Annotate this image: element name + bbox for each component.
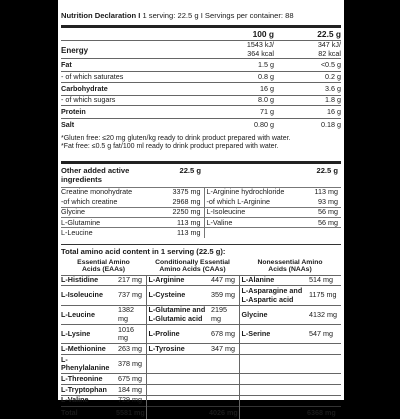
eaa-amount: 217 mg (116, 275, 146, 286)
naa-amount: 1175 mg (307, 286, 341, 305)
nutrient-label: - of which saturates (61, 71, 124, 81)
nutrient-100g: 8.0 g (258, 95, 274, 105)
energy-row (61, 41, 341, 58)
nutrition-header-row (61, 28, 341, 41)
naa-header: Nonessential Amino Acids (NAAs) (257, 258, 323, 274)
nutrient-serving: 16 g (327, 107, 341, 117)
active-row (61, 207, 341, 217)
ingredient-amount: 56 mg (318, 217, 338, 227)
eaa-amount: 263 mg (116, 343, 146, 354)
ingredient-name: -of which L-Arginine (204, 197, 299, 207)
caa-amount: 2195 mg (209, 305, 239, 324)
nutrient-row (61, 119, 341, 132)
ingredient-name: L-Valine (204, 217, 299, 227)
title-rest: 1 serving: 22.5 g I Servings per container: 88 (140, 11, 294, 20)
active-header: Other added active ingredients (61, 166, 130, 184)
ingredient-name: L-Glutamine (61, 217, 101, 227)
naa-amount (307, 395, 341, 406)
nutrient-100g: 71 g (260, 107, 274, 117)
caa-name (146, 354, 209, 373)
nutrient-label: - of which sugars (61, 95, 116, 105)
amino-row (61, 384, 341, 395)
ingredient-name: Creatine monohydrate (61, 187, 133, 197)
eaa-amount: 1016 mg (116, 324, 146, 343)
label-title (61, 0, 341, 25)
ingredient-amount (299, 228, 341, 238)
ingredient-amount: 113 mg (177, 217, 201, 227)
caa-header: Conditionally Essential Amino Acids (CAAs) (155, 258, 230, 274)
amino-row (61, 395, 341, 406)
nutrient-row (61, 106, 341, 119)
naa-name (239, 354, 307, 373)
caa-name: L-Arginine (146, 275, 209, 286)
eaa-name: L-Methionine (61, 343, 116, 354)
footnotes (61, 132, 341, 162)
gluten-note: *Gluten free: ≤20 mg gluten/kg ready to drink product prepared with water. (61, 134, 291, 142)
ingredient-amount: 93 mg (318, 196, 338, 206)
naa-name: L-Serine (239, 324, 307, 343)
amino-row (61, 286, 341, 305)
amino-row (61, 275, 341, 286)
active-row (61, 187, 341, 197)
nutrient-row (61, 72, 341, 82)
eaa-amount: 184 mg (116, 384, 146, 395)
total-label: Total (61, 406, 116, 419)
eaa-header: Essential Amino Acids (EAAs) (77, 258, 130, 274)
amino-total-row (61, 406, 341, 419)
eaa-name: L-Histidine (61, 275, 116, 286)
title-bold: Nutrition Declaration I (61, 11, 141, 20)
eaa-amount: 737 mg (116, 286, 146, 305)
caa-amount: 447 mg (209, 275, 239, 286)
caa-name (146, 384, 209, 395)
caa-amount (209, 384, 239, 395)
nutrient-row (61, 82, 341, 95)
naa-name (239, 373, 307, 384)
energy-label: Energy (61, 46, 89, 56)
caa-amount (209, 354, 239, 373)
eaa-amount: 675 mg (116, 373, 146, 384)
col-serving: 22.5 g (317, 28, 341, 39)
naa-name: Glycine (239, 305, 307, 324)
caa-amount: 359 mg (209, 286, 239, 305)
naa-name: L-Asparagine and L-Aspartic acid (239, 286, 307, 305)
naa-amount (307, 343, 341, 354)
caa-name: L-Cysteine (146, 286, 209, 305)
eaa-name: L-Leucine (61, 305, 116, 324)
naa-amount: 4132 mg (307, 305, 341, 324)
active-header-row (61, 164, 341, 187)
nutrient-label: Fat (61, 59, 72, 69)
caa-amount: 678 mg (209, 324, 239, 343)
caa-name (146, 395, 209, 406)
naa-name (239, 395, 307, 406)
naa-amount (307, 373, 341, 384)
caa-amount: 347 mg (209, 343, 239, 354)
active-ingredients-table (61, 164, 341, 238)
amino-acid-table (61, 259, 341, 419)
nutrient-row (61, 95, 341, 105)
caa-amount (209, 373, 239, 384)
nutrient-100g: 0.8 g (258, 71, 274, 81)
nutrient-serving: <0.5 g (320, 59, 341, 69)
active-row (61, 228, 341, 238)
energy-100g: 1543 kJ/ 364 kcal (246, 40, 274, 58)
naa-amount (307, 354, 341, 373)
nutrient-100g: 16 g (260, 83, 274, 93)
nutrient-serving: 1.8 g (325, 95, 341, 105)
amino-col-headers (61, 259, 341, 275)
eaa-name: L-Phenylalanine (61, 354, 116, 373)
naa-name (239, 343, 307, 354)
amino-row (61, 373, 341, 384)
ingredient-amount: 113 mg (177, 228, 201, 238)
eaa-name: L-Tryptophan (61, 384, 116, 395)
total-naa: 6368 mg (307, 406, 341, 419)
fat-note: *Fat free: ≤0.5 g fat/100 ml ready to drink product prepared with water. (61, 143, 279, 151)
ingredient-name (204, 228, 299, 238)
nutrient-label: Protein (61, 107, 86, 117)
nutrition-label (58, 0, 344, 417)
nutrient-serving: 3.6 g (325, 83, 341, 93)
naa-amount (307, 384, 341, 395)
amino-row (61, 305, 341, 324)
ingredient-amount: 113 mg (314, 187, 338, 197)
caa-name (146, 373, 209, 384)
caa-name: L-Tyrosine (146, 343, 209, 354)
ingredient-amount: 3375 mg (172, 187, 201, 197)
amino-row (61, 354, 341, 373)
active-row (61, 217, 341, 227)
amino-title: Total amino acid content in 1 serving (22.5 g): (61, 246, 226, 256)
ingredient-name: L-Arginine hydrochloride (204, 187, 299, 197)
ingredient-name: -of which creatine (61, 196, 118, 206)
active-serving-right: 22.5 g (316, 166, 338, 176)
ingredient-amount: 56 mg (318, 207, 338, 217)
eaa-name: L-Isoleucine (61, 286, 116, 305)
ingredient-amount: 2250 mg (172, 207, 201, 217)
caa-name: L-Proline (146, 324, 209, 343)
nutrient-serving: 0.18 g (321, 120, 341, 130)
ingredient-amount: 2968 mg (172, 196, 201, 206)
eaa-name: L-Valine (61, 395, 116, 406)
eaa-amount: 378 mg (116, 354, 146, 373)
nutrient-label: Carbohydrate (61, 83, 108, 93)
caa-name: L-Glutamine and L-Glutamic acid (146, 305, 209, 324)
nutrient-100g: 1.5 g (258, 59, 274, 69)
active-serving-left: 22.5 g (179, 166, 201, 176)
col-100g: 100 g (252, 28, 274, 39)
energy-serving: 347 kJ/ 82 kcal (317, 40, 341, 58)
eaa-amount: 1382 mg (116, 305, 146, 324)
nutrient-rows (61, 58, 341, 132)
eaa-name: L-Threonine (61, 373, 116, 384)
total-eaa: 5581 mg (116, 406, 146, 419)
caa-amount (209, 395, 239, 406)
nutrient-label: Salt (61, 120, 75, 130)
amino-row (61, 324, 341, 343)
eaa-name: L-Lysine (61, 324, 116, 343)
nutrient-100g: 0.80 g (254, 120, 274, 130)
eaa-amount: 729 mg (116, 395, 146, 406)
nutrient-serving: 0.2 g (325, 71, 341, 81)
naa-amount: 547 mg (307, 324, 341, 343)
naa-name (239, 384, 307, 395)
nutrition-table (61, 28, 341, 58)
nutrient-row (61, 58, 341, 71)
amino-row (61, 343, 341, 354)
active-row (61, 197, 341, 207)
total-caa: 4026 mg (209, 406, 239, 419)
ingredient-name: Glycine (61, 207, 85, 217)
naa-amount: 514 mg (307, 275, 341, 286)
ingredient-name: L-Isoleucine (204, 207, 299, 217)
ingredient-name: L-Leucine (61, 228, 93, 238)
naa-name: L-Alanine (239, 275, 307, 286)
